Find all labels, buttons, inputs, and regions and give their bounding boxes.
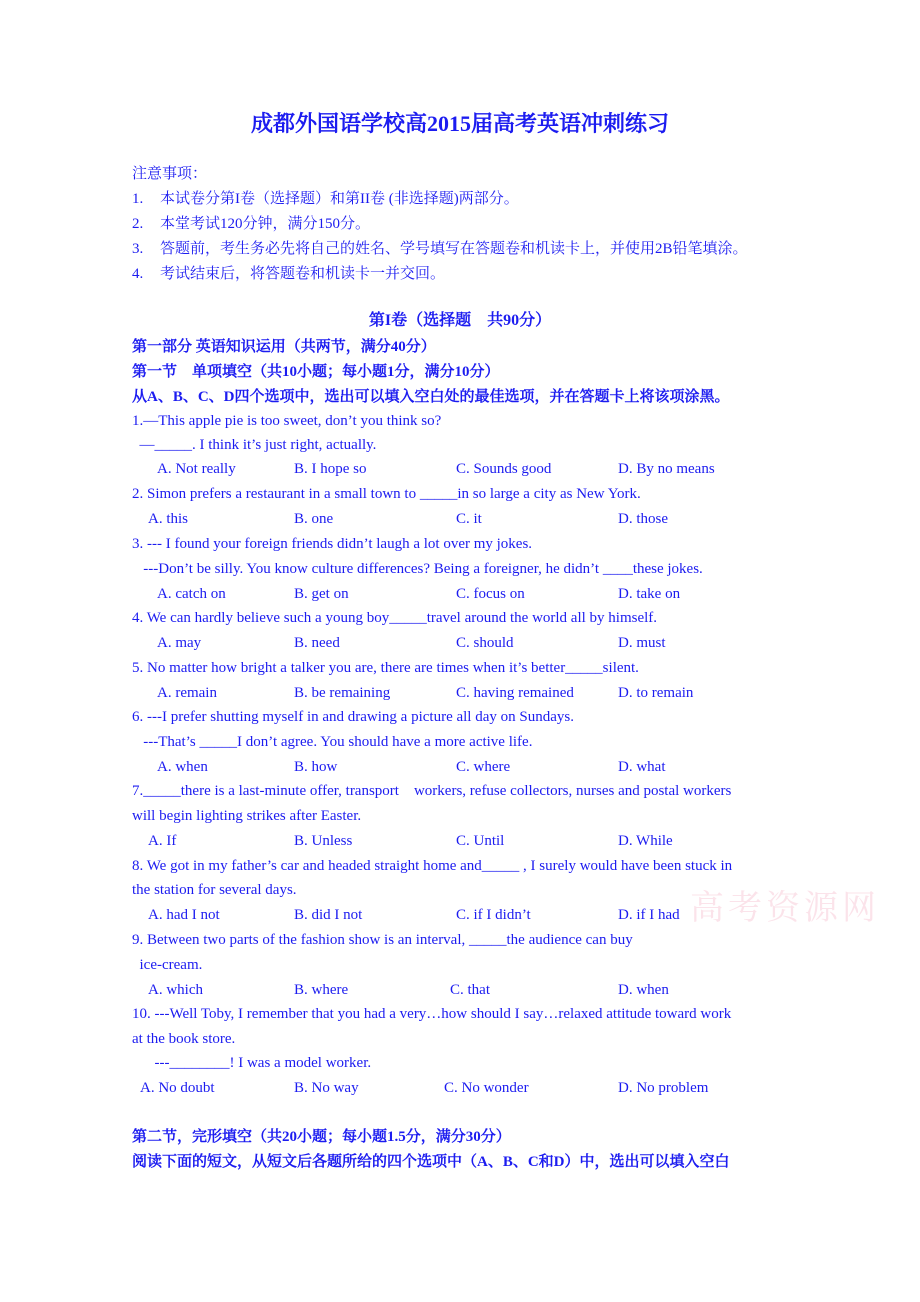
- answer-option-a: A. may: [157, 635, 202, 651]
- section-instructions: 阅读下面的短文，从短文后各题所给的四个选项中（A、B、C和D）中，选出可以填入空白: [132, 1154, 730, 1170]
- note-text: 本试卷分第I卷（选择题）和第II卷 (非选择题)两部分。: [160, 191, 519, 207]
- section-title: 第I卷（选择题 共90分）: [368, 312, 552, 329]
- answer-option-a: A. this: [148, 511, 189, 527]
- answer-option-c: C. if I didn’t: [456, 907, 531, 923]
- answer-option-b: B. need: [294, 635, 340, 651]
- answer-option-d: D. what: [618, 759, 666, 775]
- note-text: 考试结束后，将答题卷和机读卡一并交回。: [160, 266, 446, 282]
- answer-option-d: D. take on: [618, 586, 681, 602]
- answer-option-a: A. remain: [157, 685, 217, 701]
- answer-option-a: A. had I not: [148, 907, 220, 923]
- section-heading: 第一节 单项填空（共10小题；每小题1分，满分10分）: [132, 364, 500, 380]
- document-title: 成都外国语学校高2015届高考英语冲刺练习: [250, 111, 669, 136]
- answer-option-b: B. Unless: [294, 833, 353, 849]
- question-text: the station for several days.: [132, 882, 297, 898]
- note-number: 2.: [132, 216, 144, 232]
- options-row: [0, 757, 920, 777]
- answer-option-b: B. No way: [294, 1080, 359, 1096]
- note-item: [132, 189, 519, 209]
- note-item: [132, 214, 370, 234]
- options-row: [0, 683, 920, 703]
- answer-option-c: C. focus on: [456, 586, 525, 602]
- question-text: 8. We got in my father’s car and headed straight home and_____ , I surely would have been stuck in: [132, 858, 733, 874]
- answer-option-c: C. where: [456, 759, 511, 775]
- answer-option-d: D. must: [618, 635, 666, 651]
- answer-option-a: A. No doubt: [140, 1080, 215, 1096]
- options-row: [0, 1078, 920, 1098]
- question-text: —_____. I think it’s just right, actually.: [132, 437, 377, 453]
- answer-option-d: D. By no means: [618, 461, 715, 477]
- answer-option-a: A. Not really: [157, 461, 236, 477]
- answer-option-a: A. If: [148, 833, 177, 849]
- options-row: [0, 831, 920, 851]
- question-text: will begin lighting strikes after Easter.: [132, 808, 362, 824]
- part-heading: 第一部分 英语知识运用（共两节，满分40分）: [132, 339, 436, 355]
- note-number: 3.: [132, 241, 144, 257]
- question-text: 1.—This apple pie is too sweet, don’t you think so?: [132, 413, 442, 429]
- answer-option-b: B. where: [294, 982, 349, 998]
- answer-option-b: B. how: [294, 759, 338, 775]
- answer-option-a: A. catch on: [157, 586, 226, 602]
- question-text: ice-cream.: [132, 957, 203, 973]
- question-text: 5. No matter how bright a talker you are, there are times when it’s better_____silent.: [132, 660, 639, 676]
- question-text: 3. --- I found your foreign friends didn’t laugh a lot over my jokes.: [132, 536, 533, 552]
- answer-option-d: D. those: [618, 511, 668, 527]
- question-text: 2. Simon prefers a restaurant in a small town to _____in so large a city as New York.: [132, 486, 641, 502]
- question-text: 7._____there is a last-minute offer, transport workers, refuse collectors, nurses and postal workers: [132, 783, 732, 799]
- note-text: 答题前，考生务必先将自己的姓名、学号填写在答题卷和机读卡上，并使用2B铅笔填涂。: [160, 241, 748, 257]
- options-row: [0, 584, 920, 604]
- note-text: 本堂考试120分钟，满分150分。: [160, 216, 371, 232]
- watermark: 高考资源网: [690, 888, 880, 928]
- answer-option-c: C. having remained: [456, 685, 574, 701]
- options-row: [0, 509, 920, 529]
- question-text: ---That’s _____I don’t agree. You should have a more active life.: [132, 734, 533, 750]
- answer-option-b: B. I hope so: [294, 461, 367, 477]
- answer-option-b: B. be remaining: [294, 685, 391, 701]
- answer-option-c: C. that: [450, 982, 490, 998]
- question-text: at the book store.: [132, 1031, 236, 1047]
- answer-option-d: D. While: [618, 833, 673, 849]
- note-item: [132, 239, 748, 259]
- answer-option-c: C. No wonder: [444, 1080, 529, 1096]
- note-number: 4.: [132, 266, 144, 282]
- question-text: ---________! I was a model worker.: [132, 1055, 372, 1071]
- answer-option-d: D. to remain: [618, 685, 694, 701]
- answer-option-a: A. which: [148, 982, 203, 998]
- options-row: [0, 459, 920, 479]
- question-text: 6. ---I prefer shutting myself in and drawing a picture all day on Sundays.: [132, 709, 574, 725]
- answer-option-b: B. one: [294, 511, 334, 527]
- answer-option-b: B. get on: [294, 586, 349, 602]
- answer-option-c: C. it: [456, 511, 482, 527]
- options-row: [0, 633, 920, 653]
- answer-option-c: C. Sounds good: [456, 461, 552, 477]
- answer-option-d: D. No problem: [618, 1080, 709, 1096]
- question-text: 9. Between two parts of the fashion show is an interval, _____the audience can buy: [132, 932, 633, 948]
- answer-option-c: C. should: [456, 635, 514, 651]
- section-heading: 第二节，完形填空（共20小题；每小题1.5分，满分30分）: [132, 1129, 511, 1145]
- note-item: [132, 264, 445, 284]
- note-number: 1.: [132, 191, 144, 207]
- options-row: [0, 905, 920, 925]
- answer-option-d: D. if I had: [618, 907, 680, 923]
- notes-label: 注意事项：: [132, 166, 208, 182]
- question-text: 4. We can hardly believe such a young boy_____travel around the world all by himself.: [132, 610, 658, 626]
- answer-option-d: D. when: [618, 982, 669, 998]
- options-row: [0, 980, 920, 1000]
- question-text: ---Don’t be silly. You know culture differences? Being a foreigner, he didn’t ____these jokes.: [132, 561, 703, 577]
- answer-option-a: A. when: [157, 759, 208, 775]
- answer-option-c: C. Until: [456, 833, 505, 849]
- question-text: 10. ---Well Toby, I remember that you had a very…how should I say…relaxed attitude toward work: [132, 1006, 732, 1022]
- section-instructions: 从A、B、C、D四个选项中，选出可以填入空白处的最佳选项，并在答题卡上将该项涂黑。: [132, 389, 730, 405]
- answer-option-b: B. did I not: [294, 907, 363, 923]
